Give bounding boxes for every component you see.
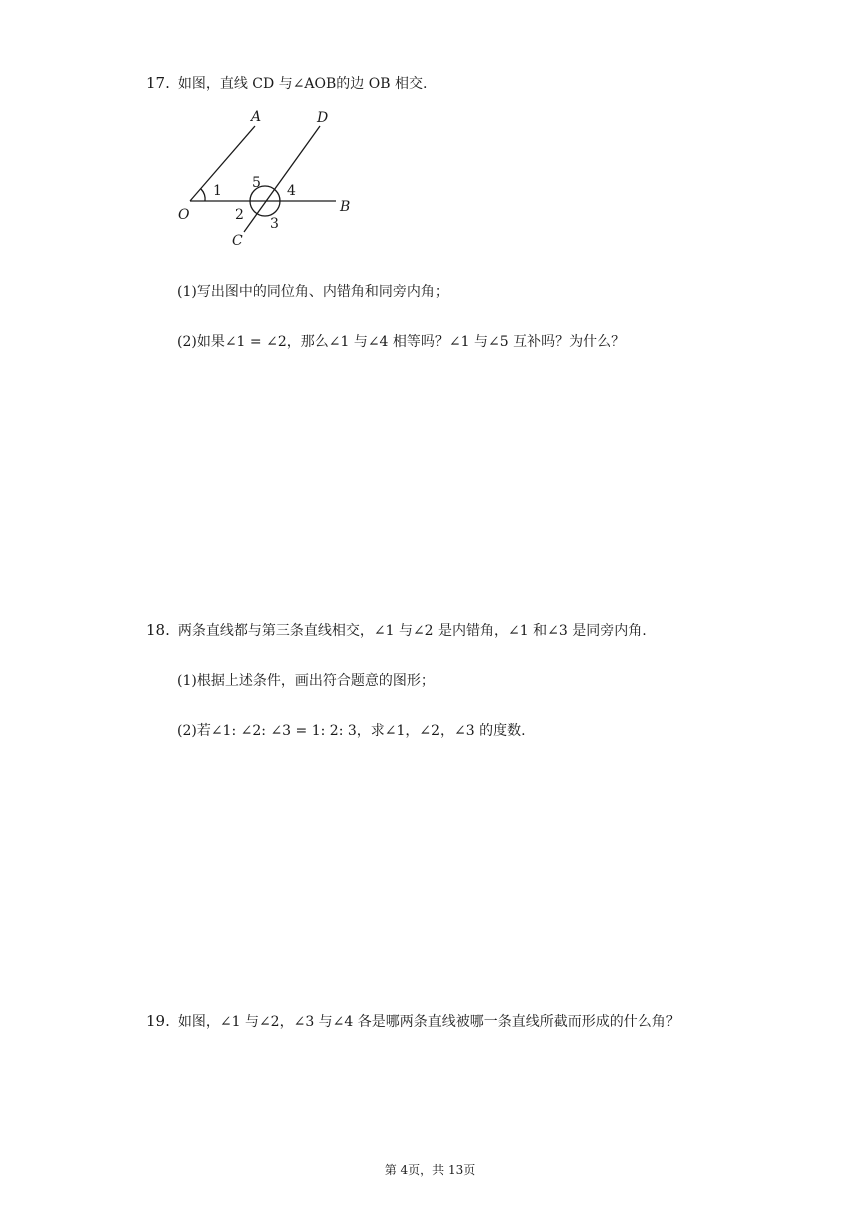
question-17-number: 17. [146,74,170,92]
question-19 [146,1011,680,1032]
figure-17-angle-diagram [172,104,372,254]
ray-oa [190,126,255,201]
label-c: C [232,233,243,249]
angle-1-arc [201,189,205,201]
question-18-part-2: (2)若∠1: ∠2: ∠3 = 1: 2: 3，求∠1，∠2，∠3 的度数. [177,723,526,739]
label-a: A [251,109,262,125]
question-17-part-1: (1)写出图中的同位角、内错角和同旁内角； [177,284,449,300]
label-d: D [317,110,329,126]
question-18-number: 18. [146,621,170,639]
question-17-part-2: (2)如果∠1 = ∠2，那么∠1 与∠4 相等吗？∠1 与∠5 互补吗？为什么？ [177,334,626,350]
angle-label-3: 3 [270,216,279,232]
question-18-stem: 两条直线都与第三条直线相交，∠1 与∠2 是内错角，∠1 和∠3 是同旁内角. [177,623,647,639]
question-18 [146,620,647,641]
label-b: B [340,199,351,215]
question-17-stem: 如图，直线 CD 与∠AOB的边 OB 相交. [177,76,428,92]
angle-label-1: 1 [213,183,222,199]
page-footer: 第 4页，共 13页 [384,1163,476,1177]
question-17 [146,73,427,94]
question-19-stem: 如图，∠1 与∠2，∠3 与∠4 各是哪两条直线被哪一条直线所截而形成的什么角？ [177,1014,680,1030]
angle-label-5: 5 [252,175,261,191]
question-19-number: 19. [146,1012,170,1030]
question-18-part-1: (1)根据上述条件，画出符合题意的图形； [177,673,435,689]
angle-label-4: 4 [287,183,296,199]
angle-label-2: 2 [235,207,244,223]
label-o: O [178,207,190,223]
